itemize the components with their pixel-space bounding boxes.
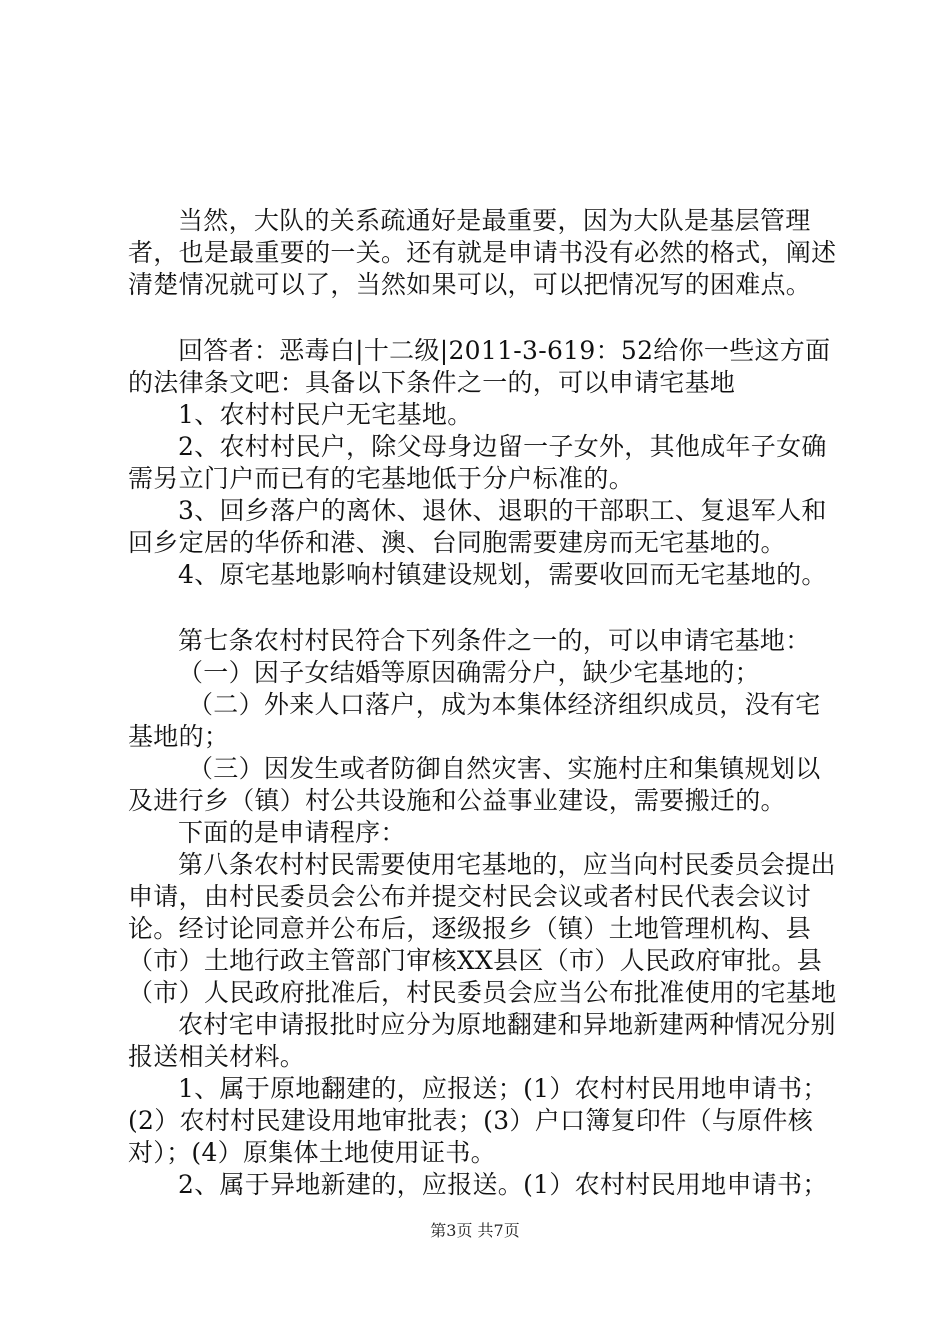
- list-item-article-7-1: （一）因子女结婚等原因确需分户，缺少宅基地的；: [178, 658, 760, 687]
- list-item-condition-2: 2、农村村民户，除父母身边留一子女外，其他成年子女确需另立门户而已有的宅基地低于分户标准的。: [128, 432, 827, 493]
- paragraph-intro: 当然，大队的关系疏通好是最重要，因为大队是基层管理者，也是最重要的一关。还有就是申请书没有必然的格式，阐述清楚情况就可以了，当然如果可以，可以把情况写的困难点。: [128, 206, 837, 299]
- document-body: [128, 205, 838, 1201]
- list-item-rebuild: 1、属于原地翻建的，应报送；(1）农村村民用地申请书；(2）农村村民建设用地审批表；(3）户口簿复印件（与原件核对）；(4）原集体土地使用证书。: [128, 1074, 828, 1167]
- paragraph-article-8: 第八条农村村民需要使用宅基地的，应当向村民委员会提出申请，由村民委员会公布并提交村民会议或者村民代表会议讨论。经讨论同意并公布后，逐级报乡（镇）土地管理机构、县（市）土地行政主管部门审核XX县区（市）人民政府审批。县（市）人民政府批准后，村民委员会应当公布批准使用的宅基地: [128, 850, 837, 1007]
- paragraph-answerer: 回答者：恶毒白|十二级|2011-3-619：52给你一些这方面的法律条文吧：具备以下条件之一的，可以申请宅基地: [128, 336, 831, 397]
- paragraph-procedure-heading: 下面的是申请程序：: [178, 818, 406, 847]
- list-item-condition-3: 3、回乡落户的离休、退休、退职的干部职工、复退军人和回乡定居的华侨和港、澳、台同胞需要建房而无宅基地的。: [128, 496, 827, 557]
- list-item-condition-4: 4、原宅基地影响村镇建设规划，需要收回而无宅基地的。: [178, 560, 827, 589]
- paragraph-materials: 农村宅申请报批时应分为原地翻建和异地新建两种情况分别报送相关材料。: [128, 1010, 836, 1071]
- list-item-article-7-2: （二）外来人口落户，成为本集体经济组织成员，没有宅基地的；: [128, 690, 821, 751]
- page-footer: 第3页 共7页: [430, 1221, 520, 1240]
- paragraph-article-7: 第七条农村村民符合下列条件之一的，可以申请宅基地：: [178, 626, 811, 655]
- list-item-condition-1: 1、农村村民户无宅基地。: [178, 400, 473, 429]
- list-item-article-7-3: （三）因发生或者防御自然灾害、实施村庄和集镇规划以及进行乡（镇）村公共设施和公益事业建设，需要搬迁的。: [128, 754, 821, 815]
- list-item-new-build: 2、属于异地新建的，应报送。(1）农村村民用地申请书；: [178, 1170, 828, 1199]
